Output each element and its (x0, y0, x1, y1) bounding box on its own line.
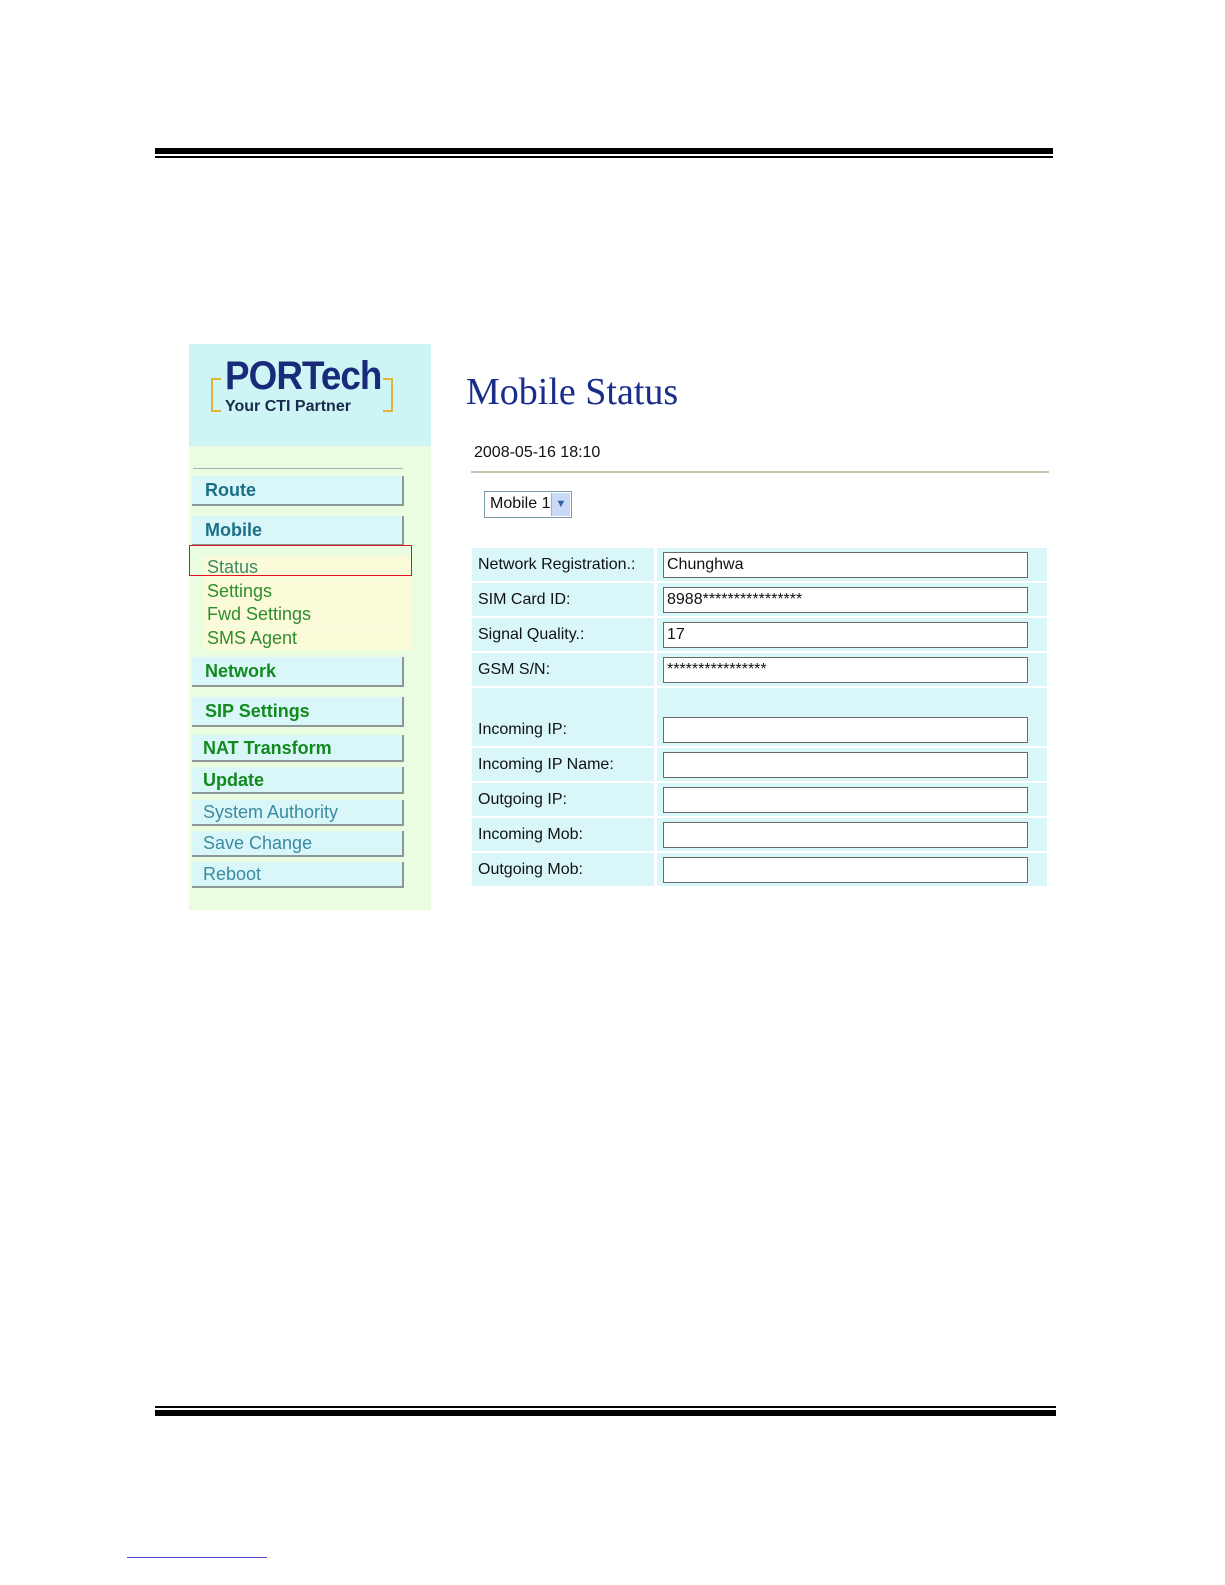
logo-tagline: Your CTI Partner (225, 398, 351, 415)
logo-bracket-right (383, 378, 393, 412)
row-gsm-sn (472, 653, 1047, 686)
cell-divider (654, 853, 657, 886)
row-label: Incoming IP Name: (478, 756, 614, 773)
footnote-rule (127, 1557, 267, 1558)
row-spacer (472, 688, 1047, 713)
footer-rule (155, 1406, 1056, 1408)
signal-quality-field[interactable]: 17 (663, 622, 1028, 648)
nav-route[interactable]: Route (192, 476, 404, 506)
mobile-select[interactable] (484, 491, 572, 518)
row-label: Signal Quality.: (478, 626, 585, 643)
row-label: Network Registration.: (478, 556, 636, 573)
row-label: Incoming IP: (478, 721, 567, 738)
status-highlight-box (189, 545, 412, 576)
row-label: SIM Card ID: (478, 591, 571, 608)
datetime-divider (471, 471, 1049, 473)
network-registration-field[interactable]: Chunghwa (663, 552, 1028, 578)
cell-divider (654, 618, 657, 651)
nav-system-authority[interactable]: System Authority (192, 800, 404, 826)
nav-sip-settings[interactable]: SIP Settings (192, 697, 404, 727)
row-label: Outgoing IP: (478, 791, 567, 808)
row-outgoing-ip (472, 783, 1047, 816)
row-outgoing-mob (472, 853, 1047, 886)
sidebar (189, 344, 431, 910)
row-label: Incoming Mob: (478, 826, 583, 843)
logo-name: PORTech (225, 354, 382, 398)
sim-card-id-field[interactable]: 8988**************** (663, 587, 1028, 613)
logo-area (189, 344, 431, 446)
chevron-down-icon[interactable]: ▼ (551, 493, 570, 516)
nav-mobile-sms-agent[interactable]: SMS Agent (203, 627, 411, 650)
nav-save-change[interactable]: Save Change (192, 831, 404, 857)
row-incoming-ip-name (472, 748, 1047, 781)
cell-divider (654, 748, 657, 781)
header-rule (155, 148, 1053, 154)
nav-mobile-status[interactable]: Status (203, 556, 411, 579)
nav-nat-transform[interactable]: NAT Transform (192, 735, 404, 762)
logo-bracket-left (211, 378, 221, 412)
row-incoming-ip (472, 713, 1047, 746)
cell-divider (654, 583, 657, 616)
incoming-mob-field[interactable] (663, 822, 1028, 848)
row-network-registration (472, 548, 1047, 581)
row-label: GSM S/N: (478, 661, 551, 678)
portech-logo (211, 354, 393, 420)
mobile-select-value: Mobile 1 (490, 495, 551, 512)
nav-update[interactable]: Update (192, 767, 404, 794)
nav-mobile-fwd-settings[interactable]: Fwd Settings (203, 603, 411, 626)
incoming-ip-field[interactable] (663, 717, 1028, 743)
nav-mobile-settings[interactable]: Settings (203, 580, 411, 603)
row-sim-card-id (472, 583, 1047, 616)
row-signal-quality (472, 618, 1047, 651)
cell-divider (654, 713, 657, 746)
outgoing-mob-field[interactable] (663, 857, 1028, 883)
gsm-sn-field[interactable]: **************** (663, 657, 1028, 683)
cell-divider (654, 688, 657, 713)
cell-divider (654, 653, 657, 686)
row-incoming-mob (472, 818, 1047, 851)
status-datetime: 2008-05-16 18:10 (474, 444, 601, 461)
cell-divider (654, 548, 657, 581)
cell-divider (654, 783, 657, 816)
page-title: Mobile Status (466, 371, 679, 413)
row-label: Outgoing Mob: (478, 861, 583, 878)
nav-network[interactable]: Network (192, 657, 404, 687)
nav-reboot[interactable]: Reboot (192, 862, 404, 888)
outgoing-ip-field[interactable] (663, 787, 1028, 813)
nav-mobile[interactable]: Mobile (192, 516, 404, 546)
incoming-ip-name-field[interactable] (663, 752, 1028, 778)
cell-divider (654, 818, 657, 851)
nav-divider (193, 468, 403, 469)
